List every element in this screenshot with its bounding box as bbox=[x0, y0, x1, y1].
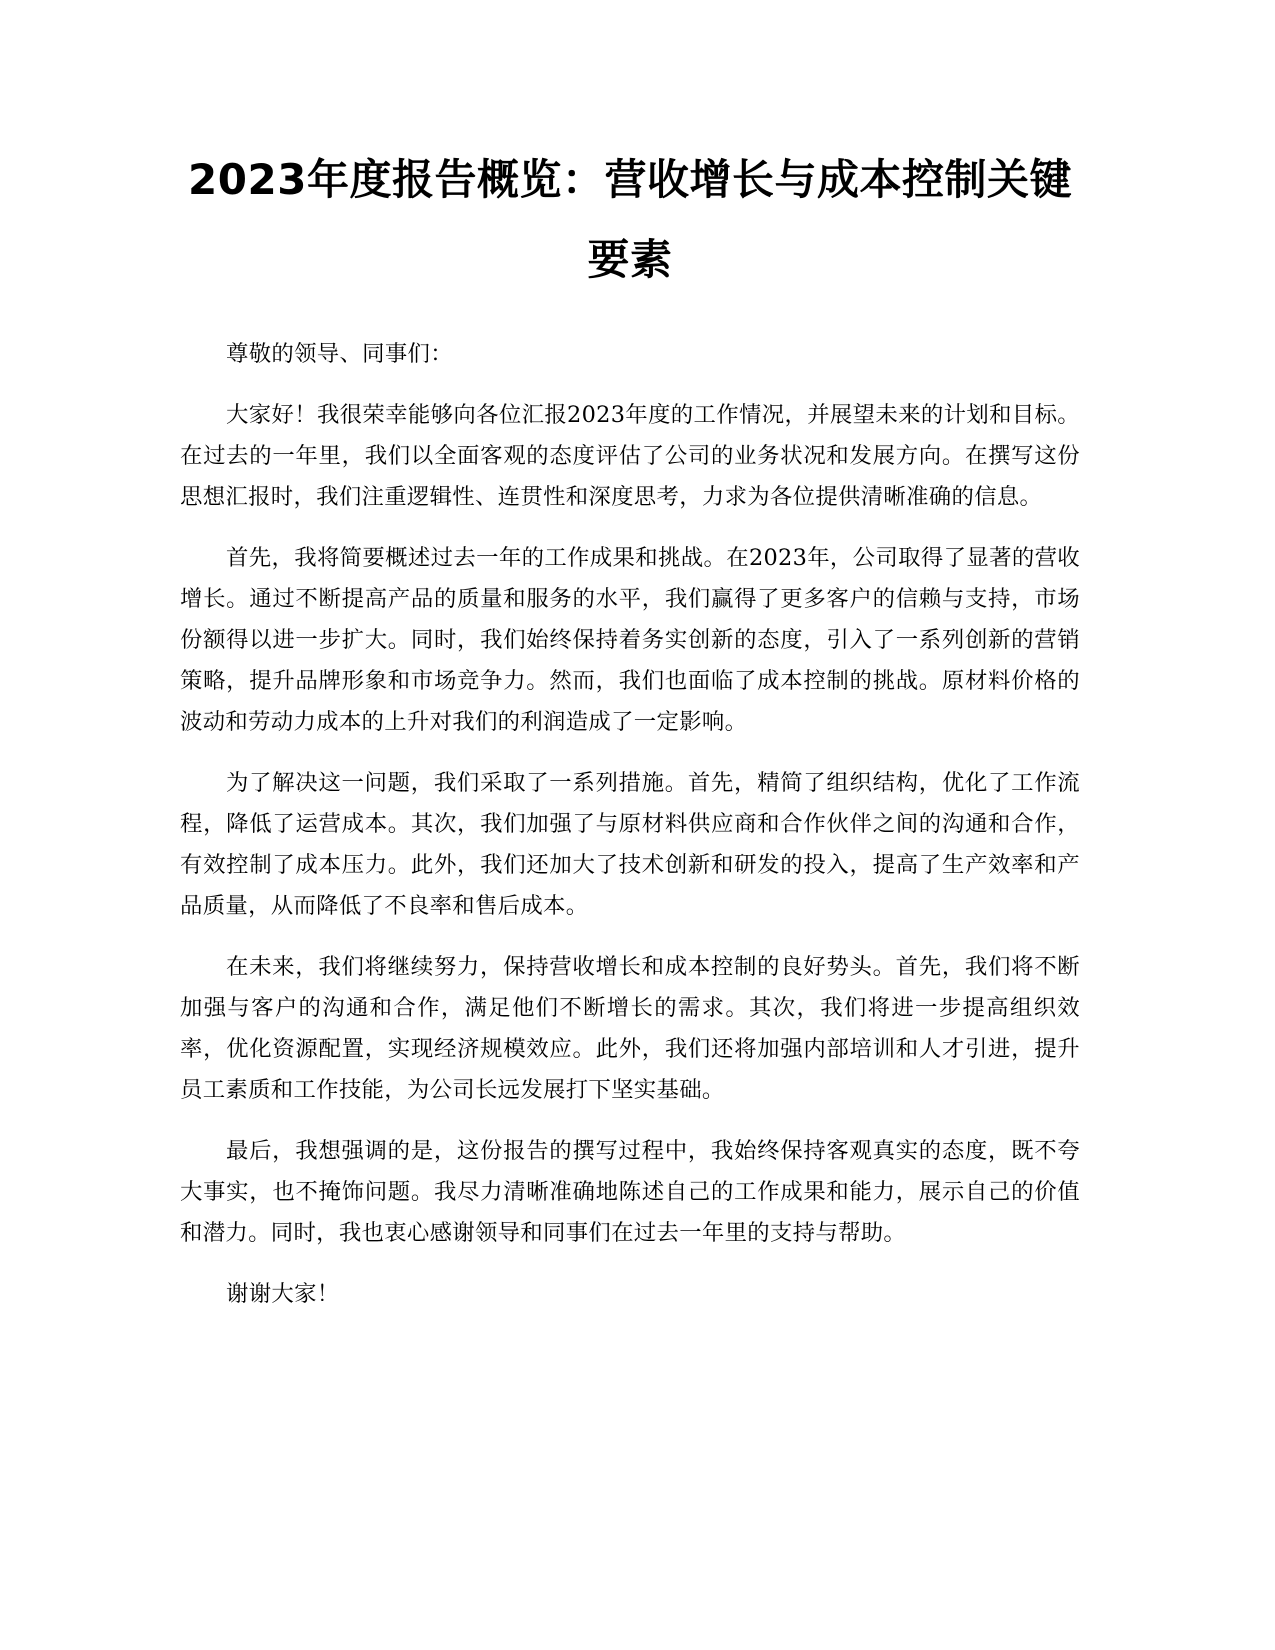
body-paragraph-5: 最后，我想强调的是，这份报告的撰写过程中，我始终保持客观真实的态度，既不夸大事实，也不掩饰问题。我尽力清晰准确地陈述自己的工作成果和能力，展示自己的价值和潜力。同时，我也衷心感谢领导和同事们在过去一年里的支持与帮助。 bbox=[180, 1138, 1080, 1246]
document-title: 2023年度报告概览：营收增长与成本控制关键要素 bbox=[188, 155, 1072, 284]
body-paragraph-2: 首先，我将简要概述过去一年的工作成果和挑战。在2023年，公司取得了显著的营收增长。通过不断提高产品的质量和服务的水平，我们赢得了更多客户的信赖与支持，市场份额得以进一步扩大。同时，我们始终保持着务实创新的态度，引入了一系列创新的营销策略，提升品牌形象和市场竞争力。然而，我们也面临了成本控制的挑战。原材料价格的波动和劳动力成本的上升对我们的利润造成了一定影响。 bbox=[180, 545, 1080, 735]
body-paragraph-1: 大家好！我很荣幸能够向各位汇报2023年度的工作情况，并展望未来的计划和目标。在过去的一年里，我们以全面客观的态度评估了公司的业务状况和发展方向。在撰写这份思想汇报时，我们注重逻辑性、连贯性和深度思考，力求为各位提供清晰准确的信息。 bbox=[180, 402, 1080, 510]
document-body bbox=[180, 334, 1080, 1315]
greeting-paragraph: 尊敬的领导、同事们： bbox=[226, 341, 453, 367]
body-paragraph-4: 在未来，我们将继续努力，保持营收增长和成本控制的良好势头。首先，我们将不断加强与客户的沟通和合作，满足他们不断增长的需求。其次，我们将进一步提高组织效率，优化资源配置，实现经济规模效应。此外，我们还将加强内部培训和人才引进，提升员工素质和工作技能，为公司长远发展打下坚实基础。 bbox=[180, 954, 1080, 1103]
document-page bbox=[180, 140, 1080, 1335]
body-paragraph-3: 为了解决这一问题，我们采取了一系列措施。首先，精简了组织结构，优化了工作流程，降低了运营成本。其次，我们加强了与原材料供应商和合作伙伴之间的沟通和合作，有效控制了成本压力。此外，我们还加大了技术创新和研发的投入，提高了生产效率和产品质量，从而降低了不良率和售后成本。 bbox=[180, 770, 1080, 919]
closing-paragraph: 谢谢大家！ bbox=[226, 1281, 340, 1307]
